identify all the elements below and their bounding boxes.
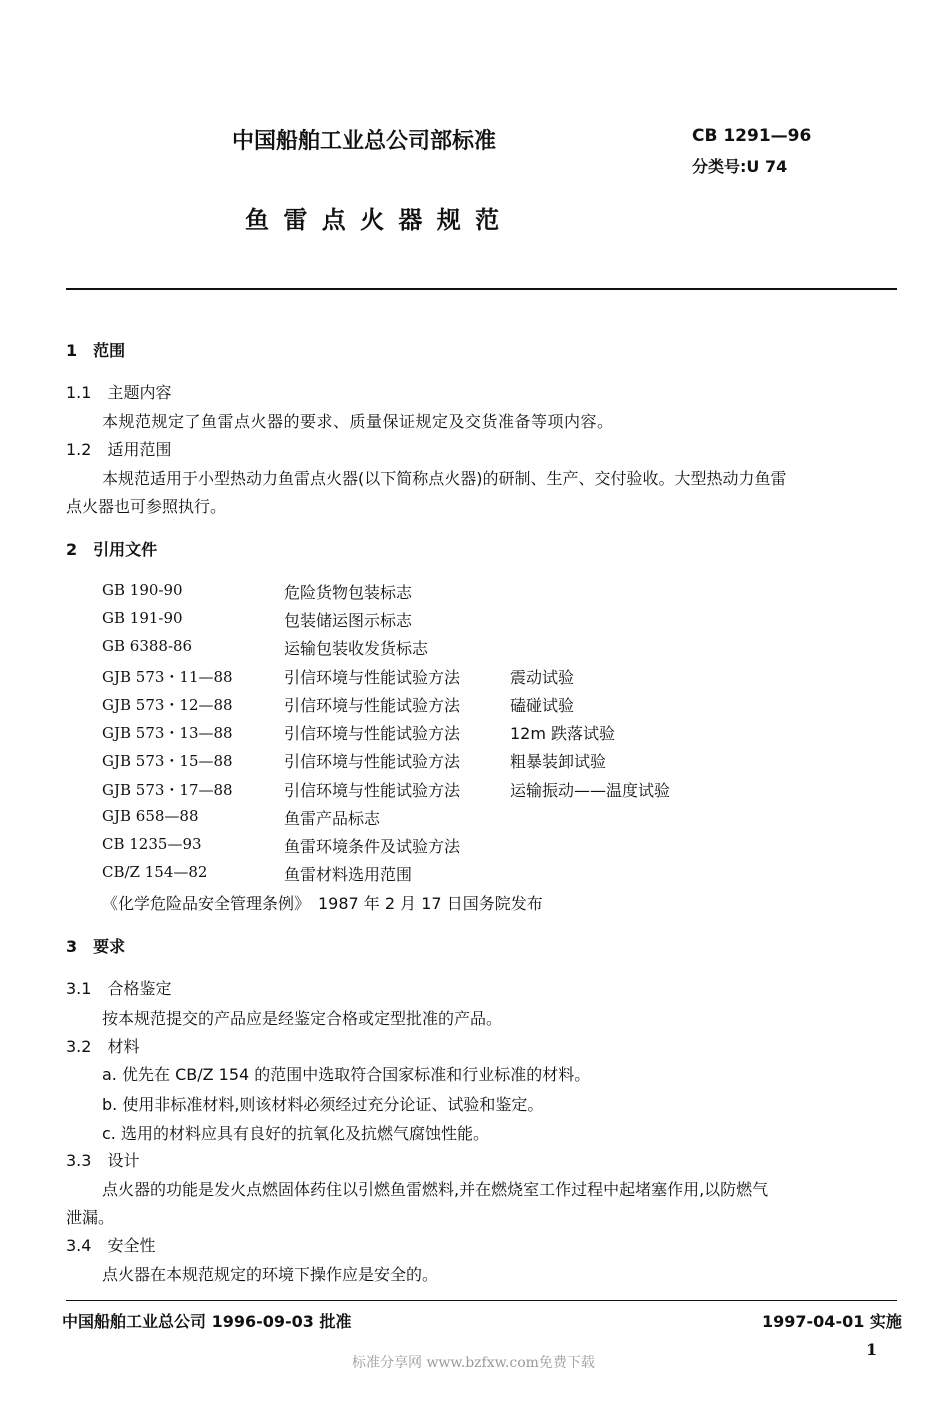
ref-code: GJB 573・12—88 [102,696,233,714]
section-3-2-item-a: a. 优先在 CB/Z 154 的范围中选取符合国家标准和行业标准的材料。 [102,1065,591,1084]
approval-line: 中国船舶工业总公司 1996-09-03 批准 [62,1312,352,1331]
ref-code: GJB 573・17—88 [102,781,233,799]
ref-extra: 12m 跌落试验 [510,724,616,743]
ref-code: CB/Z 154—82 [102,863,208,881]
ref-extra: 运输振动——温度试验 [510,781,671,800]
footer-rule [66,1300,897,1301]
section-1-2-text-line2: 点火器也可参照执行。 [66,497,227,516]
section-3-4-heading: 3.4 安全性 [66,1236,156,1255]
ref-code: GJB 573・13—88 [102,724,233,742]
ref-title: 危险货物包装标志 [284,583,413,602]
ref-title: 引信环境与性能试验方法 [284,696,461,715]
effective-date: 1997-04-01 实施 [762,1312,902,1331]
ref-title: 运输包装收发货标志 [284,639,429,658]
section-3-3-text-line1: 点火器的功能是发火点燃固体药住以引燃鱼雷燃料,并在燃烧室工作过程中起堵塞作用,以防燃气 [102,1180,769,1199]
ref-extra: 粗暴装卸试验 [510,752,607,771]
ref-title: 引信环境与性能试验方法 [284,781,461,800]
section-3-2-item-c: c. 选用的材料应具有良好的抗氧化及抗燃气腐蚀性能。 [102,1124,489,1143]
section-3-2-heading: 3.2 材料 [66,1037,140,1056]
section-3-3-heading: 3.3 设计 [66,1151,140,1170]
section-1-1-text: 本规范规定了鱼雷点火器的要求、质量保证规定及交货准备等项内容。 [102,412,614,431]
ref-title: 包装储运图示标志 [284,611,413,630]
ref-code: GJB 573・11—88 [102,668,233,686]
ref-code: GJB 573・15—88 [102,752,233,770]
ref-code: GB 190-90 [102,581,183,599]
section-1-heading: 1 范围 [66,341,126,360]
ref-title: 引信环境与性能试验方法 [284,752,461,771]
ref-title: 引信环境与性能试验方法 [284,668,461,687]
section-3-2-item-b: b. 使用非标准材料,则该材料必须经过充分论证、试验和鉴定。 [102,1095,544,1114]
document-title: 鱼 雷 点 火 器 规 范 [245,206,503,234]
standard-number: CB 1291—96 [692,126,812,146]
ref-title: 鱼雷产品标志 [284,809,381,828]
ref-code: GB 6388-86 [102,637,193,655]
org-title: 中国船舶工业总公司部标准 [232,129,497,154]
section-3-1-text: 按本规范提交的产品应是经鉴定合格或定型批准的产品。 [102,1009,503,1028]
section-2-heading: 2 引用文件 [66,540,158,559]
page-number: 1 [866,1340,878,1359]
ref-code: GJB 658—88 [102,807,199,825]
ref-extra: 磕碰试验 [510,696,575,715]
ref-title: 鱼雷环境条件及试验方法 [284,837,461,856]
ref-code: CB 1235—93 [102,835,202,853]
watermark-text: 标准分享网 www.bzfxw.com免费下载 [352,1355,595,1371]
ref-title: 鱼雷材料选用范围 [284,865,413,884]
header-rule [66,288,897,290]
section-1-2-heading: 1.2 适用范围 [66,440,172,459]
ref-extra: 震动试验 [510,668,575,687]
section-3-4-text: 点火器在本规范规定的环境下操作应是安全的。 [102,1265,439,1284]
ref-code: GB 191-90 [102,609,183,627]
ref-title: 引信环境与性能试验方法 [284,724,461,743]
section-3-1-heading: 3.1 合格鉴定 [66,979,172,998]
classification-number: 分类号:U 74 [692,157,788,176]
section-3-3-text-line2: 泄漏。 [66,1208,115,1227]
section-1-1-heading: 1.1 主题内容 [66,383,172,402]
section-3-heading: 3 要求 [66,937,126,956]
regulation-reference: 《化学危险品安全管理条例》 1987 年 2 月 17 日国务院发布 [102,894,543,913]
section-1-2-text-line1: 本规范适用于小型热动力鱼雷点火器(以下简称点火器)的研制、生产、交付验收。大型热动力鱼雷 [102,469,787,488]
